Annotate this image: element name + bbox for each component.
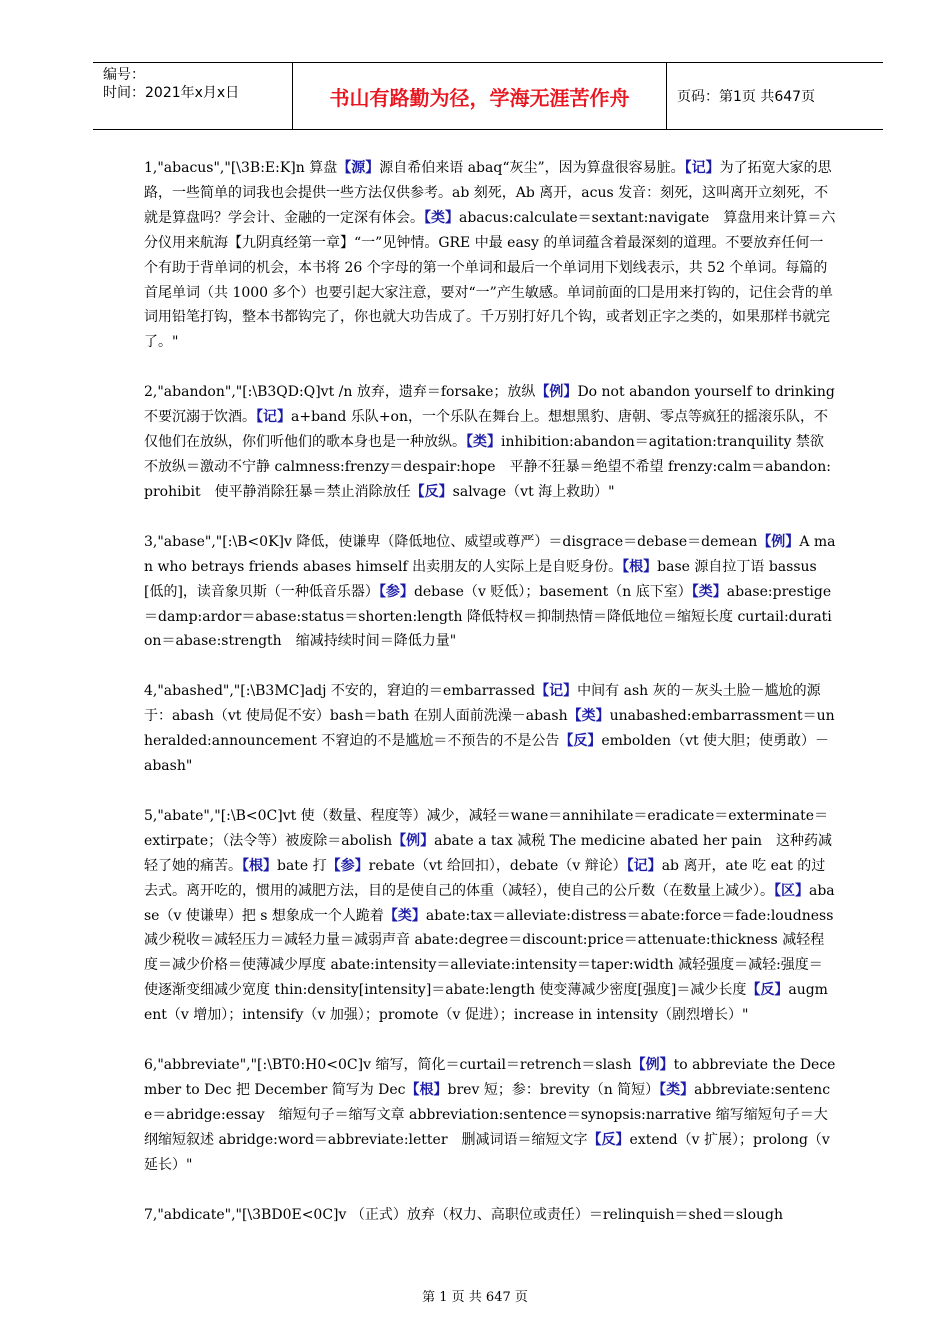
entry-text: to abbreviate the December to Dec 把 December 简写为 Dec bbox=[144, 1057, 836, 1098]
page-header bbox=[93, 62, 883, 130]
entry-text: 4,"abashed","[:\B3MC]adj 不安的，窘迫的＝embarrassed bbox=[144, 683, 536, 700]
entry-text: A man who betrays friends abases himself 出卖朋友的人实际上是自贬身份。 bbox=[144, 533, 836, 575]
entry-section-tag: 【例】 bbox=[392, 832, 435, 849]
entry-text: debase（v 贬低）；basement（n 底下室） bbox=[413, 583, 692, 600]
entry-text: abase:prestige＝damp:ardor＝abase:status＝shorten:length 降低特权＝抑制热情＝降低地位＝缩短长度 curtail:duration＝abase:strength 缩减持续时间＝降低力量" bbox=[144, 583, 832, 650]
entry-text: 2,"abandon","[:\B3QD:Q]vt /n 放弃，遗弃＝forsake；放纵 bbox=[144, 384, 536, 401]
entry-text: 源自希伯来语 abaq“灰尘”，因为算盘很容易脏。 bbox=[379, 160, 685, 176]
entry-text: 3,"abase","[:\B<0K]v 降低，使谦卑（降低地位、威望或尊严）＝disgrace＝debase＝demean bbox=[144, 533, 758, 550]
entry-section-tag: 【例】 bbox=[757, 533, 800, 550]
page-footer: 第 1 页 共 647 页 bbox=[422, 1290, 528, 1305]
entry-text: rebate（vt 给回扣），debate（v 辩论） bbox=[368, 857, 627, 874]
dictionary-content bbox=[144, 156, 836, 1253]
entry-section-tag: 【反】 bbox=[559, 733, 602, 750]
dictionary-entry bbox=[144, 156, 836, 355]
entry-section-tag: 【记】 bbox=[626, 857, 662, 874]
entry-section-tag: 【记】 bbox=[256, 409, 291, 426]
dictionary-entry bbox=[144, 530, 836, 655]
entry-section-tag: 【例】 bbox=[535, 384, 578, 401]
entry-text: embolden（vt 使大胆；使勇敢）－abash" bbox=[144, 733, 830, 775]
entry-text: 5,"abate","[:\B<0C]vt 使（数量、程度等）减少，减轻＝wane＝annihilate＝eradicate＝exterminate＝extirpate；（法令等）被废除＝abolish bbox=[144, 807, 829, 849]
dictionary-entry bbox=[144, 1053, 836, 1178]
entry-text: Do not abandon yourself to drinking 不要沉溺于饮酒。 bbox=[144, 384, 835, 426]
header-page-label: 页码：第1页 共647页 bbox=[677, 89, 816, 105]
entry-section-tag: 【根】 bbox=[242, 857, 277, 874]
document-number-label: 编号： bbox=[103, 67, 145, 83]
dictionary-entry bbox=[144, 1203, 836, 1228]
entry-text: abacus:calculate＝sextant:navigate 算盘用来计算＝六分仪用来航海【九阴真经第一章】“一”见钟情。GRE 中最 easy 的单词蕴含着最深刻的道理。不要放弃任何一个有助于背单词的机会，本书将 26 个字母的第一个单词和最后一个单词用下划线表示，共 52 个单词。每篇的首尾单词（共 1000 多个）也要引起大家注意，要对“一”产生敏感。单词前面的囗是用来打钩的，记住会背的单词用铅笔打钩，整本书都钩完了，你也就大功告成了。千万别打好几个钩，或者划正字之类的，如果那样书就完了。" bbox=[144, 209, 836, 351]
entry-section-tag: 【例】 bbox=[631, 1057, 674, 1074]
entry-text: 7,"abdicate","[\3BD0E<0C]v （正式）放弃（权力、高职位或责任）＝relinquish＝shed＝slough bbox=[144, 1206, 784, 1223]
header-meta bbox=[93, 63, 293, 129]
dictionary-entry bbox=[144, 380, 836, 505]
entry-text: abate:tax＝alleviate:distress＝abate:force＝fade:loudness 减少税收＝减轻压力＝减轻力量＝减弱声音 abate:degree＝discount:price＝attenuate:thickness 减轻程度＝减少价格＝使薄减少厚度 abate:intensity＝alleviate:intensity＝taper:width 减轻强度＝减轻:强度＝使逐渐变细减少宽度 thin:density[intensity]＝abate:length 使变薄减少密度[强度]＝减少长度 bbox=[144, 907, 834, 999]
entry-section-tag: 【参】 bbox=[326, 857, 369, 874]
entry-section-tag: 【源】 bbox=[337, 160, 380, 176]
entry-text: salvage（vt 海上救助）" bbox=[452, 483, 615, 500]
entry-section-tag: 【类】 bbox=[691, 583, 727, 600]
entry-section-tag: 【类】 bbox=[466, 434, 501, 451]
entry-text: inhibition:abandon＝agitation:tranquility 禁欲不放纵＝激动不宁静 calmness:frenzy＝despair:hope 平静不狂暴＝绝望不希望 frenzy:calm＝abandon:prohibit 使平静消除狂暴＝禁止消除放任 bbox=[144, 434, 831, 500]
entry-text: abase（v 使谦卑）把 s 想象成一个人跪着 bbox=[144, 882, 835, 924]
entry-text: extend（v 扩展）；prolong（v 延长）" bbox=[144, 1131, 830, 1173]
entry-text: ab 离开，ate 吃 eat 的过去式。离开吃的，惯用的减肥方法，目的是使自己的体重（减轻），使自己的公斤数（在数量上减少）。 bbox=[144, 857, 826, 899]
entry-section-tag: 【反】 bbox=[746, 982, 789, 999]
entry-section-tag: 【参】 bbox=[378, 583, 414, 600]
entry-text: augment（v 增加）；intensify（v 加强）；promote（v 促进）；increase in intensity（剧烈增长）" bbox=[144, 982, 828, 1024]
entry-text: 1,"abacus","[\3B:E:K]n 算盘 bbox=[144, 160, 338, 176]
entry-section-tag: 【类】 bbox=[659, 1082, 695, 1098]
entry-text: abbreviate:sentence＝abridge:essay 缩短句子＝缩写文章 abbreviation:sentence＝synopsis:narrative 缩写缩短句子＝大纲缩短叙述 abridge:word＝abbreviate:letter 删减词语＝缩短文字 bbox=[144, 1082, 831, 1148]
entry-section-tag: 【记】 bbox=[684, 160, 720, 176]
entry-section-tag: 【类】 bbox=[424, 209, 459, 226]
entry-section-tag: 【区】 bbox=[774, 882, 809, 899]
entry-text: 为了拓宽大家的思路，一些简单的词我也会提供一些方法仅供参考。ab 刻死，Ab 离开，acus 发音：刻死，这叫离开立刻死，不就是算盘吗？学会计、金融的一定深有体会。 bbox=[144, 160, 832, 226]
entry-text: 6,"abbreviate","[:\BT0:H0<0C]v 缩写，简化＝curtail＝retrench＝slash bbox=[144, 1057, 632, 1074]
entry-section-tag: 【类】 bbox=[567, 708, 610, 725]
entry-section-tag: 【根】 bbox=[405, 1082, 448, 1098]
entry-section-tag: 【反】 bbox=[587, 1131, 630, 1148]
entry-section-tag: 【类】 bbox=[383, 907, 426, 924]
entry-text: a+band 乐队+on，一个乐队在舞台上。想想黑豹、唐朝、零点等疯狂的摇滚乐队，不仅他们在放纵，你们听他们的歌本身也是一种放纵。 bbox=[144, 409, 828, 451]
entry-section-tag: 【反】 bbox=[410, 483, 453, 500]
entry-text: abate a tax 减税 The medicine abated her pain 这种药减轻了她的痛苦。 bbox=[144, 832, 833, 874]
entry-section-tag: 【根】 bbox=[622, 558, 658, 575]
entry-text: brev 短；参：brevity（n 简短） bbox=[447, 1082, 660, 1098]
entry-text: bate 打 bbox=[277, 857, 327, 874]
dictionary-entry bbox=[144, 679, 836, 779]
entry-text: unabashed:embarrassment＝unheralded:announcement 不窘迫的不是尴尬＝不预告的不是公告 bbox=[144, 708, 835, 750]
dictionary-entry bbox=[144, 804, 836, 1028]
header-motto: 书山有路勤为径，学海无涯苦作舟 bbox=[293, 63, 667, 129]
entry-text: base 源自拉丁语 bassus[低的]，读音象贝斯（一种低音乐器） bbox=[144, 558, 817, 600]
entry-section-tag: 【记】 bbox=[535, 683, 578, 700]
document-time-label: 时间：2021年x月x日 bbox=[103, 85, 240, 101]
entry-text: 中间有 ash 灰的－灰头土脸－尴尬的源于：abash（vt 使局促不安）bash＝bath 在别人面前洗澡－abash bbox=[144, 683, 821, 725]
